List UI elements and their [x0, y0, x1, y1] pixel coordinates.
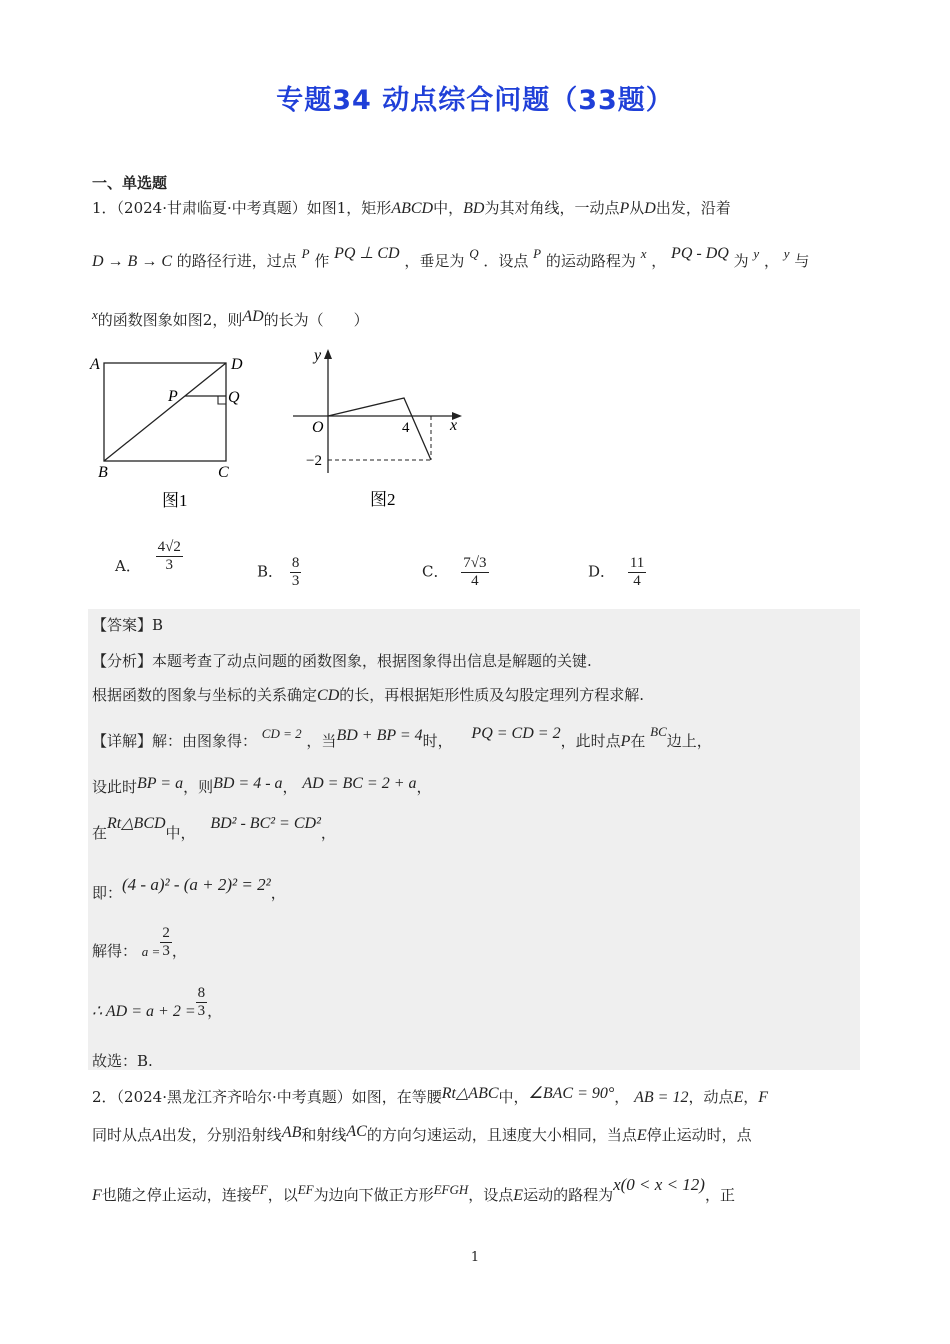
math-e: E	[636, 1127, 647, 1144]
text: 的方向匀速运动，且速度大小相同，当点	[366, 1126, 637, 1144]
function-curve	[328, 398, 431, 460]
q1-text: 的路径行进，过点	[176, 252, 297, 270]
math-bd: BD	[463, 200, 485, 217]
q1-text: 的长为（ ）	[263, 311, 369, 329]
figure-2-graph	[288, 345, 478, 520]
option-label: A．	[115, 557, 141, 575]
text: 2．（2024·黑龙江齐齐哈尔·中考真题）如图，在等腰	[92, 1088, 442, 1106]
figure-2-caption: 图2	[370, 490, 396, 509]
math-ab: AB	[281, 1124, 302, 1141]
math-e: E	[513, 1187, 524, 1204]
math-p: P	[620, 733, 631, 750]
fraction-ad	[196, 985, 208, 1020]
math-cd-eq: CD = 2	[261, 726, 302, 741]
numerator: 8	[291, 555, 300, 571]
label-a: A	[90, 356, 100, 373]
q1-text: ，垂足为	[404, 252, 465, 270]
text: 停止运动时，点	[646, 1126, 752, 1144]
detail-line-3	[92, 815, 336, 843]
option-fraction	[628, 555, 646, 590]
math-d: D	[644, 200, 656, 217]
text: ，以	[267, 1186, 298, 1204]
math-equation: (4 - a)² - (a + 2)² = 2²	[122, 875, 271, 894]
math-bd-bp: BD + BP = 4	[336, 727, 423, 744]
text: ，	[282, 778, 298, 796]
option-fraction	[290, 555, 302, 590]
math-f: F	[92, 1187, 102, 1204]
q1-text: ．设点	[483, 252, 529, 270]
text: 在	[92, 824, 108, 842]
text: 同时从点	[92, 1126, 153, 1144]
math-pq-cd: PQ = CD = 2	[471, 725, 561, 742]
math-a: A	[152, 1127, 162, 1144]
text: 在	[630, 732, 646, 750]
denominator: 3	[291, 573, 300, 589]
label-d: D	[231, 356, 243, 373]
text: ，此时点	[560, 732, 621, 750]
answer-line: 【答案】B	[92, 616, 164, 634]
denominator: 4	[471, 573, 479, 589]
option-fraction	[156, 539, 183, 574]
detail-line-4	[92, 875, 286, 903]
math-ef: EF	[297, 1182, 314, 1197]
page-number: 1	[470, 1250, 480, 1265]
math-p: P	[619, 200, 630, 217]
option-d[interactable]	[588, 555, 646, 590]
q1-text: 为其对角线，一动点	[484, 199, 620, 217]
math-abcd: ABCD	[391, 200, 434, 217]
math-x: x	[92, 307, 98, 322]
text: ，当	[306, 732, 337, 750]
origin-label: O	[312, 419, 324, 436]
q1-text: ，	[763, 252, 779, 270]
math-e: E	[733, 1089, 744, 1106]
q1-text: 为	[733, 252, 749, 270]
text: ，	[171, 942, 187, 960]
math-ad-bc: AD = BC = 2 + a	[302, 775, 417, 792]
text: ，	[743, 1088, 759, 1106]
text: ，	[614, 1088, 630, 1106]
text: 和射线	[301, 1126, 347, 1144]
math-angle: ∠BAC = 90°	[528, 1085, 615, 1102]
tick-neg2: −2	[306, 453, 322, 469]
numerator: 4√2	[157, 538, 181, 555]
label-b: B	[98, 464, 108, 481]
text: 为边向下做正方形	[313, 1186, 434, 1204]
text: ，	[270, 884, 286, 902]
math-x-range: x(0 < x < 12)	[613, 1175, 705, 1194]
math-y: y	[753, 246, 760, 261]
option-label: D．	[588, 562, 616, 581]
axis-x-label: x	[450, 417, 458, 434]
q1-text: 作	[314, 252, 330, 270]
text: 运动的路程为	[523, 1186, 614, 1204]
text: 设此时	[92, 778, 138, 796]
figure-1-caption: 图1	[162, 491, 188, 510]
q2-line1	[92, 1086, 768, 1107]
figure-1-rectangle	[88, 348, 258, 518]
option-c[interactable]	[422, 555, 489, 590]
math-efgh: EFGH	[433, 1182, 469, 1197]
math-ad-eq: ∴ AD = a + 2 =	[92, 1003, 196, 1020]
text: ，设点	[468, 1186, 514, 1204]
analysis-line: 【分析】本题考查了动点问题的函数图象，根据图象得出信息是解题的关键.	[92, 652, 592, 670]
label-p: P	[168, 388, 178, 405]
text: ，	[416, 778, 432, 796]
denominator: 3	[197, 1002, 206, 1019]
q1-line3	[92, 309, 369, 330]
math-q: Q	[469, 246, 479, 261]
math-bc: BC	[650, 724, 667, 739]
option-label: B．	[257, 562, 284, 581]
text: ，动点	[688, 1088, 734, 1106]
text: 根据函数的图象与坐标的关系确定	[92, 686, 318, 704]
option-label: C．	[422, 562, 449, 581]
tick-4: 4	[402, 420, 410, 436]
math-pythagoras: BD² - BC² = CD²	[210, 815, 321, 832]
math-p: P	[533, 246, 542, 261]
math-ab-12: AB = 12	[634, 1089, 689, 1106]
math-ad: AD	[242, 308, 264, 325]
text: 边上，	[666, 732, 712, 750]
q1-text: 从	[629, 199, 645, 217]
math-x: x	[640, 246, 647, 261]
q1-text: 的函数图象如图2，则	[97, 311, 243, 329]
text: 【详解】解：由图象得：	[92, 732, 258, 750]
y-axis-arrow	[324, 349, 332, 359]
choose-line: 故选：B.	[92, 1052, 153, 1070]
text: ，正	[704, 1186, 735, 1204]
section-heading: 一、单选题	[92, 174, 168, 192]
q1-text: ，	[651, 252, 667, 270]
detail-line-2	[92, 776, 432, 797]
q2-line2	[92, 1124, 752, 1145]
math-pq-perp-cd: PQ ⊥ CD	[334, 245, 400, 262]
math-a-eq: a =	[141, 944, 161, 959]
text: 解得：	[92, 942, 138, 960]
detail-line-1	[92, 724, 712, 751]
math-cd: CD	[317, 687, 340, 704]
label-c: C	[218, 464, 229, 481]
q1-text: 1．（2024·甘肃临夏·中考真题）如图1，矩形	[92, 199, 392, 217]
text: 的长，再根据矩形性质及勾股定理列方程求解.	[339, 686, 645, 704]
text: ，	[207, 1002, 223, 1020]
page-title: 专题34 动点综合问题（33题）	[276, 85, 674, 116]
text: 即：	[92, 884, 123, 902]
numerator: 2	[162, 924, 170, 941]
fraction-a	[160, 925, 172, 960]
q1-text: 的运动路程为	[545, 252, 636, 270]
math-p: P	[301, 246, 310, 261]
detail-line-6	[92, 984, 223, 1021]
q1-line2	[92, 245, 810, 271]
numerator: 11	[629, 555, 645, 571]
q1-text: 出发，沿着	[655, 199, 731, 217]
denominator: 3	[165, 556, 173, 573]
math-f: F	[758, 1089, 769, 1106]
math-bd-4-a: BD = 4 - a	[213, 775, 283, 792]
text: ，则	[183, 778, 214, 796]
text: 也随之停止运动，连接	[101, 1186, 252, 1204]
option-a[interactable]	[115, 538, 183, 576]
math-path: D → B → C	[92, 253, 172, 270]
math-rt-abc: Rt△ABC	[441, 1085, 499, 1102]
analysis-line-2	[92, 684, 644, 705]
q1-text: 中，	[433, 199, 464, 217]
math-ac: AC	[346, 1123, 367, 1140]
axis-y-label: y	[314, 347, 322, 364]
q2-line3	[92, 1175, 735, 1205]
math-bp-a: BP = a	[137, 775, 184, 792]
label-q: Q	[228, 389, 240, 406]
math-ef: EF	[251, 1182, 268, 1197]
denominator: 4	[633, 573, 641, 589]
math-pq-minus-dq: PQ - DQ	[671, 245, 729, 262]
q1-text: 与	[794, 252, 810, 270]
text: 时，	[422, 732, 453, 750]
option-fraction	[461, 555, 488, 590]
text: 中，	[498, 1088, 529, 1106]
math-y: y	[783, 246, 790, 261]
math-rt-bcd: Rt△BCD	[107, 815, 166, 832]
denominator: 3	[162, 942, 170, 959]
q1-line1	[92, 197, 731, 218]
detail-line-5	[92, 924, 187, 961]
option-b[interactable]	[257, 555, 301, 590]
text: 出发，分别沿射线	[161, 1126, 282, 1144]
text: ，	[320, 824, 336, 842]
text: 中，	[165, 824, 196, 842]
numerator: 8	[197, 984, 206, 1001]
numerator: 7√3	[463, 555, 487, 571]
